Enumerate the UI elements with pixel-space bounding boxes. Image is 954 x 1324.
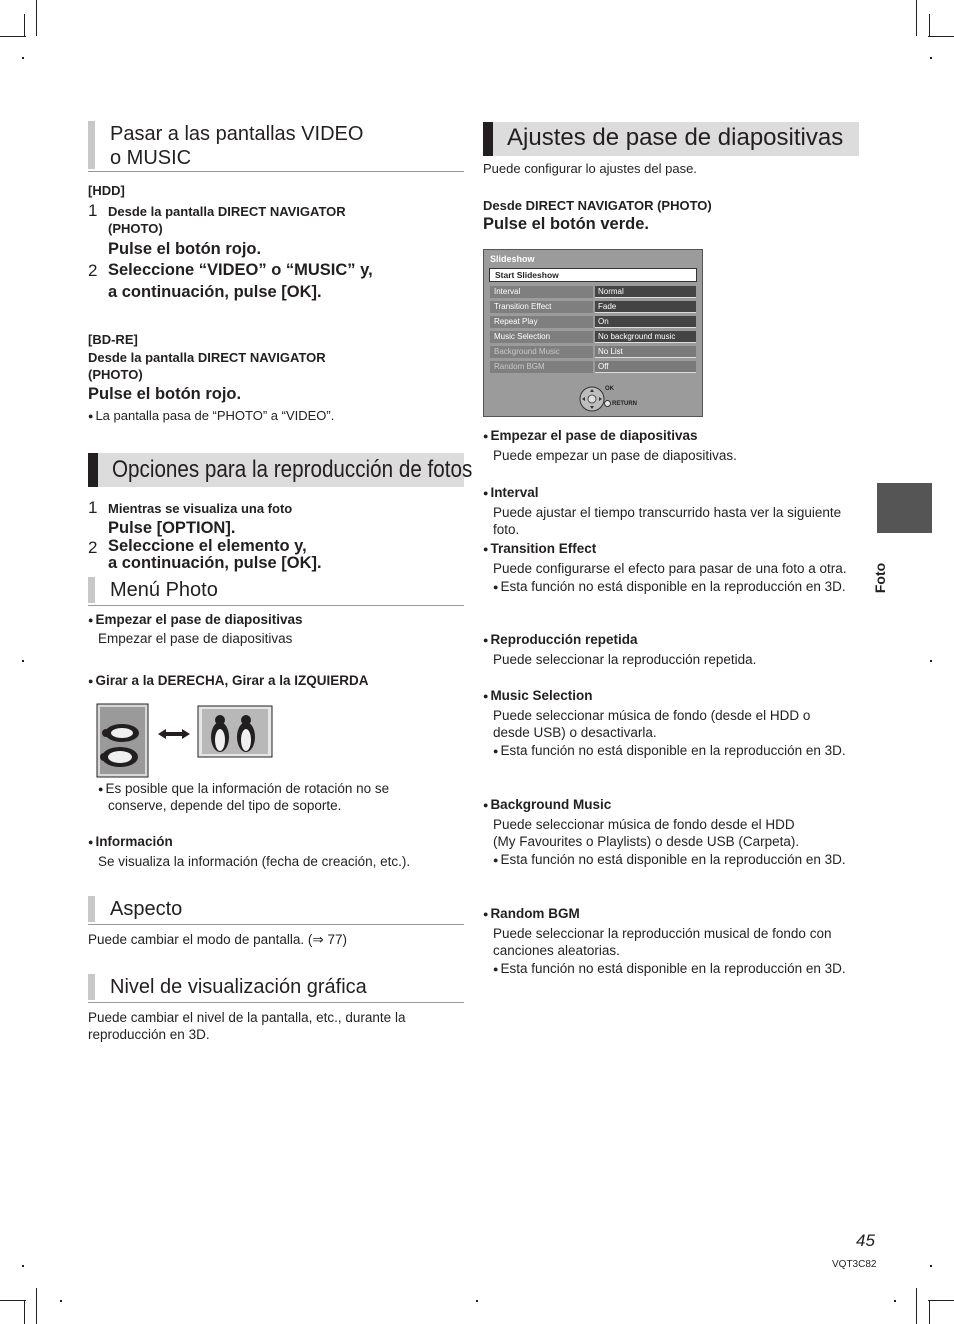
step-action: a continuación, pulse [OK].: [108, 283, 322, 301]
bullet-title: ● Empezar el pase de diapositivas: [88, 612, 303, 627]
section-header-aspecto: [88, 896, 464, 925]
setting-title: ● Background Music: [483, 797, 611, 812]
bullet-title: ● Información: [88, 834, 173, 849]
step-action: Seleccione el elemento y,: [108, 537, 307, 555]
step-action: Pulse el botón rojo.: [108, 240, 262, 258]
step-text: Desde la pantalla DIRECT NAVIGATOR: [88, 350, 326, 365]
step-text: Mientras se visualiza una foto: [108, 501, 293, 516]
nivel-desc: reproducción en 3D.: [88, 1027, 210, 1042]
dpad-icon: [579, 386, 605, 412]
setting-desc: desde USB) o desactivarla.: [493, 725, 657, 740]
setting-title: ● Transition Effect: [483, 541, 596, 556]
bdre-tag: [BD-RE]: [88, 332, 138, 347]
section-title: Ajustes de pase de diapositivas: [507, 124, 844, 151]
ok-label: OK: [605, 386, 614, 392]
menu-row-background-music: Background Music No List: [490, 346, 696, 358]
start-slideshow-item: Start Slideshow: [489, 268, 697, 282]
setting-desc: Puede empezar un pase de diapositivas.: [493, 448, 737, 463]
setting-title: ● Music Selection: [483, 688, 592, 703]
step-number: 2: [88, 261, 98, 280]
menu-row-interval: Interval Normal: [490, 286, 696, 298]
step-text: (PHOTO): [108, 221, 163, 236]
section-header-nivel: [88, 974, 464, 1003]
step-text: (PHOTO): [88, 367, 143, 382]
step-number: 2: [88, 538, 98, 557]
step-number: 1: [88, 498, 98, 517]
setting-desc: canciones aleatorias.: [493, 943, 620, 958]
step-action: Seleccione “VIDEO” o “MUSIC” y,: [108, 261, 373, 279]
step-text: Desde la pantalla DIRECT NAVIGATOR: [108, 204, 346, 219]
step-number: 1: [88, 201, 98, 220]
step-action: Pulse el botón rojo.: [88, 385, 242, 403]
setting-title: ● Empezar el pase de diapositivas: [483, 428, 698, 443]
note: ● Es posible que la información de rotación no se: [98, 780, 389, 799]
action-text: Pulse el botón verde.: [483, 215, 649, 233]
setting-desc: Puede seleccionar música de fondo desde el HDD: [493, 817, 795, 832]
setting-title: ● Interval: [483, 485, 538, 500]
return-button-icon: [604, 400, 611, 407]
side-tab-label: Foto: [872, 562, 889, 594]
slideshow-menu-screen: [483, 249, 703, 417]
section-header-opciones: [88, 453, 473, 487]
return-label: RETURN: [612, 401, 637, 407]
section-title-line2: o MUSIC: [110, 147, 192, 169]
note: ● La pantalla pasa de “PHOTO” a “VIDEO”.: [88, 407, 334, 426]
bullet-desc: Se visualiza la información (fecha de creación, etc.).: [98, 854, 411, 869]
setting-desc: foto.: [493, 522, 520, 537]
setting-desc: Puede configurarse el efecto para pasar de una foto a otra.: [493, 561, 847, 576]
section-title-line1: Pasar a las pantallas VIDEO: [110, 123, 364, 145]
step-action: a continuación, pulse [OK].: [108, 554, 322, 572]
section-tab-marker: [877, 483, 932, 533]
intro-text: Puede configurar lo ajustes del pase.: [483, 161, 697, 176]
step-action: Pulse [OPTION].: [108, 519, 236, 537]
setting-desc: Puede seleccionar la reproducción repetida.: [493, 652, 757, 667]
section-header-video-music: [88, 121, 464, 172]
section-title: Menú Photo: [110, 579, 218, 601]
from-text: Desde DIRECT NAVIGATOR (PHOTO): [483, 198, 712, 213]
bullet-title: ● Girar a la DERECHA, Girar a la IZQUIERDA: [88, 673, 369, 688]
section-title: Aspecto: [110, 898, 183, 920]
setting-note: ● Esta función no está disponible en la reproducción en 3D.: [493, 578, 846, 597]
menu-row-random-bgm: Random BGM Off: [490, 361, 696, 373]
setting-desc: Puede seleccionar la reproducción musical de fondo con: [493, 926, 832, 941]
page-number: 45: [856, 1231, 875, 1250]
menu-row-music-selection: Music Selection No background music: [490, 331, 696, 343]
nivel-desc: Puede cambiar el nivel de la pantalla, etc., durante la: [88, 1010, 406, 1025]
setting-note: ● Esta función no está disponible en la reproducción en 3D.: [493, 960, 846, 979]
doc-code: VQT3C82: [832, 1259, 877, 1270]
setting-desc: Puede ajustar el tiempo transcurrido hasta ver la siguiente: [493, 505, 842, 520]
bullet-desc: Empezar el pase de diapositivas: [98, 631, 293, 646]
aspecto-desc: Puede cambiar el modo de pantalla. (⇒ 77): [88, 932, 347, 947]
section-title: Nivel de visualización gráfica: [110, 976, 367, 998]
setting-title: ● Random BGM: [483, 906, 580, 921]
setting-note: ● Esta función no está disponible en la reproducción en 3D.: [493, 851, 846, 870]
hdd-tag: [HDD]: [88, 183, 125, 198]
setting-note: ● Esta función no está disponible en la reproducción en 3D.: [493, 742, 846, 761]
rotation-illustration: [96, 703, 276, 779]
section-title: Opciones para la reproducción de fotos: [112, 456, 473, 483]
setting-desc: Puede seleccionar música de fondo (desde el HDD o: [493, 708, 811, 723]
menu-row-repeat: Repeat Play On: [490, 316, 696, 328]
menu-row-transition: Transition Effect Fade: [490, 301, 696, 313]
note: conserve, depende del tipo de soporte.: [108, 798, 342, 813]
section-header-ajustes: [483, 122, 859, 156]
setting-desc: (My Favourites o Playlists) o desde USB (Carpeta).: [493, 834, 800, 849]
section-header-menu-photo: [88, 577, 464, 606]
setting-title: ● Reproducción repetida: [483, 632, 637, 647]
screen-title: Slideshow: [490, 254, 535, 264]
